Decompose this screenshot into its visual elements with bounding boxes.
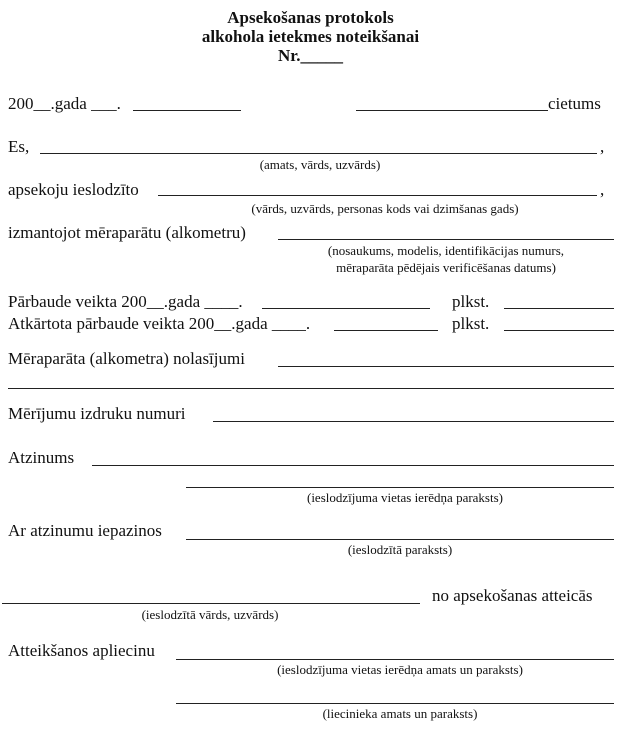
- date-label: 200__.gada ___.: [8, 94, 121, 113]
- device-caption-2: mēraparāta pēdējais verificēšanas datums): [336, 260, 556, 275]
- check2-label: Atkārtota pārbaude veikta 200__.gada ____.: [8, 314, 311, 333]
- official-name-field[interactable]: [40, 153, 597, 154]
- check2-time-label: plkst.: [452, 314, 490, 333]
- readings-field-extra[interactable]: [8, 388, 614, 389]
- check1-time-field[interactable]: [504, 308, 614, 309]
- conclusion-field[interactable]: [92, 465, 614, 466]
- refused-text: no apsekošanas atteicās: [432, 586, 593, 605]
- es-label: Es,: [8, 137, 30, 156]
- form-title: Apsekošanas protokols: [227, 8, 394, 27]
- form-number: Nr._____: [277, 46, 343, 65]
- date-month-field[interactable]: [133, 110, 241, 111]
- refusing-inmate-field[interactable]: [2, 603, 420, 604]
- inspected-label: apsekoju ieslodzīto: [8, 180, 139, 199]
- inmate-identity-caption: (vārds, uzvārds, personas kods vai dzimšanas gads): [251, 201, 519, 216]
- check2-month-field[interactable]: [334, 330, 438, 331]
- official-signature-caption: (ieslodzījuma vietas ierēdņa paraksts): [306, 490, 503, 505]
- official-title-signature-caption: (ieslodzījuma vietas ierēdņa amats un paraksts): [277, 662, 523, 677]
- form-subtitle: alkohola ietekmes noteikšanai: [201, 27, 420, 46]
- check1-month-field[interactable]: [262, 308, 430, 309]
- prison-name-field[interactable]: [356, 110, 548, 111]
- acquainted-label: Ar atzinumu iepazinos: [8, 521, 162, 540]
- device-field[interactable]: [278, 239, 614, 240]
- refusal-label: Atteikšanos apliecinu: [8, 641, 155, 660]
- witness-signature-field[interactable]: [176, 703, 614, 704]
- prison-label: cietums: [548, 94, 601, 113]
- check1-label: Pārbaude veikta 200__.gada ____.: [8, 292, 243, 311]
- inspected-comma: ,: [600, 180, 605, 199]
- es-comma: ,: [600, 137, 605, 156]
- inmate-signature-caption: (ieslodzītā paraksts): [347, 542, 453, 557]
- witness-signature-caption: (liecinieka amats un paraksts): [322, 706, 478, 721]
- readings-label: Mēraparāta (alkometra) nolasījumi: [8, 349, 245, 368]
- check1-time-label: plkst.: [452, 292, 490, 311]
- conclusion-label: Atzinums: [8, 448, 75, 467]
- refusing-inmate-caption: (ieslodzītā vārds, uzvārds): [141, 607, 279, 622]
- inmate-identity-field[interactable]: [158, 195, 597, 196]
- official-signature-field[interactable]: [186, 487, 614, 488]
- printouts-field[interactable]: [213, 421, 614, 422]
- device-label: izmantojot mēraparātu (alkometru): [8, 223, 246, 242]
- check2-time-field[interactable]: [504, 330, 614, 331]
- official-name-caption: (amats, vārds, uzvārds): [259, 157, 381, 172]
- device-caption-1: (nosaukums, modelis, identifikācijas numurs,: [327, 243, 565, 258]
- readings-field[interactable]: [278, 366, 614, 367]
- printouts-label: Mērījumu izdruku numuri: [8, 404, 186, 423]
- official-title-signature-field[interactable]: [176, 659, 614, 660]
- inmate-signature-field[interactable]: [186, 539, 614, 540]
